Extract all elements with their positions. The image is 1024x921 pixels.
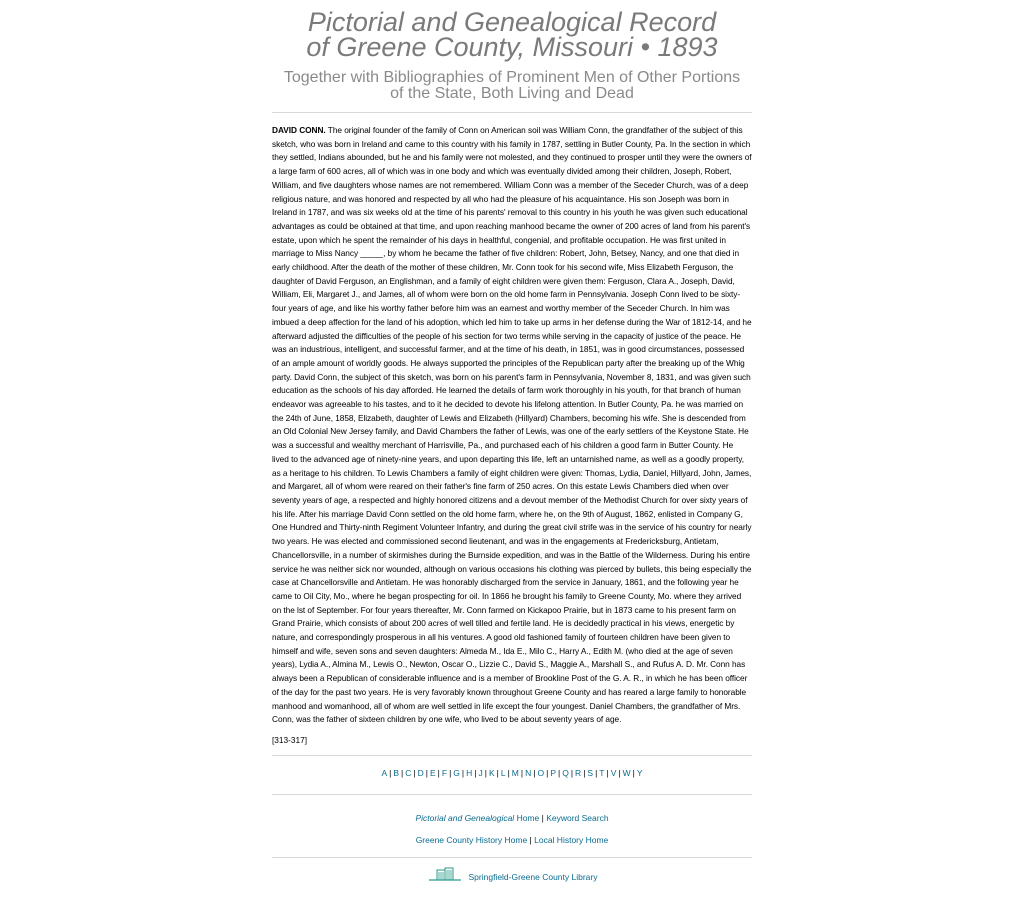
- subtitle-line-2: of the State, Both Living and Dead: [390, 85, 634, 102]
- alphabet-link-y[interactable]: Y: [636, 767, 643, 778]
- alphabet-index: [272, 768, 752, 788]
- alphabet-link-w[interactable]: W: [622, 767, 631, 778]
- divider-nav: [272, 794, 752, 795]
- divider-footer: [272, 857, 752, 858]
- alphabet-separator: |: [557, 767, 561, 778]
- subtitle-line-1: Together with Bibliographies of Prominent Men of Other Portions: [283, 69, 741, 86]
- alphabet-link-s[interactable]: S: [587, 767, 594, 778]
- alphabet-separator: |: [401, 767, 404, 778]
- alphabet-link-m[interactable]: M: [511, 767, 519, 778]
- alphabet-link-a[interactable]: A: [381, 767, 388, 778]
- nav-separator: |: [527, 834, 535, 845]
- alphabet-link-b[interactable]: B: [393, 767, 400, 778]
- pg-home-link[interactable]: [415, 813, 539, 823]
- alphabet-link-t[interactable]: T: [599, 767, 605, 778]
- nav-row-2: [272, 829, 752, 851]
- alphabet-separator: |: [546, 767, 549, 778]
- library-logo-link[interactable]: [427, 867, 463, 887]
- alphabet-separator: |: [425, 767, 428, 778]
- alphabet-separator: |: [507, 767, 510, 778]
- alphabet-separator: |: [570, 767, 574, 778]
- alphabet-separator: |: [533, 767, 536, 778]
- alphabet-link-c[interactable]: C: [405, 767, 412, 778]
- page-title: [272, 7, 752, 62]
- biography-body: The original founder of the family of Conn on American soil was William Conn, the grandfather of the subject of this sketch, who was born in Ireland and came to this country with his family in 1787, settling in Butler County, Pa. In the section in which they settled, Indians abounded, but he and his family were not molested, and they continued to prosper until they were the owners of a large farm of 600 acres, all of which was in one body and which was eventually divided among their children, Joseph, Robert, William, and five daughters whose names are not remembered. William Conn was a member of the Seceder Church, was of a deep religious nature, and was honored and respected by all who had the pleasure of his acquaintance. His son Joseph was born in Ireland in 1787, and was six weeks old at the time of his parents' removal to this country in his youth he was given such educational advantages as could be obtained at that time, and upon reaching manhood became the owner of 200 acres of land from his parent's estate, upon which he spent the remainder of his days in healthful, congenial, and profitable occupation. He was first united in marriage to Miss Nancy _____, by whom he became the father of five children: Robert, John, Betsey, Nancy, and one that died in early childhood. After the death of the mother of these children, Mr. Conn took for his second wife, Miss Elizabeth Ferguson, the daughter of David Ferguson, an Englishman, and a family of eight children were given them: Ferguson, Clara A., Joseph, David, William, Eli, Margaret J., and James, all of whom were born on the old home farm in Pennsylvania. Joseph Conn lived to be sixty-four years of age, and like his worthy father before him was an earnest and worthy member of the Seceder Church. In him was imbued a deep affection for the land of his adoption, which led him to take up arms in her defense during the War of 1812-14, and he afterward adjusted the difficulties of the people of his section for two terms while serving in the capacity of justice of the peace. He was an industrious, intelligent, and successful farmer, and at the time of his death, in 1851, was in good circumstances, possessed of an ample amount of worldly goods. He always supported the principles of the Republican party after the breaking up of the Whig party. David Conn, the subject of this sketch, was born on his parent's farm in Pennsylvania, November 8, 1831, and was given such education as the schools of his day afforded. He learned the details of farm work thoroughly in his youth, for that branch of human endeavor was agreeable to his tastes, and to it he decided to devote his lifelong attention. In Butler County, Pa. he was married on the 24th of June, 1858, Elizabeth, daughter of Lewis and Elizabeth (Hillyard) Chambers, becoming his wife. She is descended from an Old Colonial New Jersey family, and David Chambers the father of Lewis, was one of the early settlers of the Keystone State. He was a successful and wealthy merchant of Harrisville, Pa., and purchased each of his children a good farm in Butter County. He lived to the advanced age of ninety-nine years, and upon departing this life, left an untarnished name, as well as a goodly property, as a heritage to his children. To Lewis Chambers a family of eight children were given: Thomas, Lydia, Daniel, Hillyard, John, James, and Margaret, all of whom were reared on their father's fine farm of 250 acres. On this estate Lewis Chambers died when over seventy years of age, a respected and highly honored citizens and a devout member of the Methodist Church for over sixty years of his life. After his marriage David Conn settled on the old home farm, where he, on the 9th of August, 1862, enlisted in Company G, One Hundred and Thirty-ninth Regiment Volunteer Infantry, and during the great civil strife was in the service of his country for nearly two years. He was elected and commissioned second lieutenant, and was in the engagements at Fredericksburg, Antietam, Chancellorsville, in a number of skirmishes during the Burnside expedition, and was in the Battle of the Wilderness. During his entire service he was neither sick nor wounded, although on various occasions his clothing was pierced by bullets, this being especially the case at Chancellorsville and Antietam. He was honorably discharged from the service in January, 1861, and the following year he came to Oil City, Mo., where he began prospecting for oil. In 1866 he brought his family to Greene County, Mo. where they arrived on the lst of September. For four years thereafter, Mr. Conn farmed on Kickapoo Prairie, but in 1873 came to his present farm on Grand Prairie, which consists of about 200 acres of well tilled and fertile land. He is decidedly practical in his views, energetic by nature, and correspondingly prosperous in all his ventures. A good old fashioned family of fourteen children have been given to himself and wife, seven sons and seven daughters: Almeda M., Ida E., Milo C., Harry A., Edith M. (who died at the age of seven years), Lydia A., Almina M., Lewis O., Newton, Oscar O., Lizzie C., David S., Maggie A., Marshall S., and Rufus A. D. Mr. Conn has always been a Republican of considerable influence and is a member of Brookline Post of the G. A. R., in which he has been officer of the day for the past two years. He is very favorably known throughout Greene County and has reared a large family to honorable manhood and womanhood, all of whom are well settled in life except the four youngest. Daniel Chambers, the grandfather of Mrs. Conn, was the father of sixteen children by one wife, who lived to be about seventy years of age.: [272, 125, 752, 725]
- alphabet-link-l[interactable]: L: [500, 767, 506, 778]
- keyword-search-link[interactable]: Keyword Search: [546, 812, 609, 823]
- library-logo-icon: [427, 867, 463, 887]
- alphabet-separator: |: [496, 767, 499, 778]
- alphabet-link-k[interactable]: K: [488, 767, 495, 778]
- nav-separator: |: [539, 812, 547, 823]
- alphabet-link-d[interactable]: D: [417, 767, 424, 778]
- alphabet-separator: |: [449, 767, 452, 778]
- alphabet-separator: |: [389, 767, 392, 778]
- biography-name: DAVID CONN.: [272, 125, 326, 135]
- divider-top: [272, 112, 752, 113]
- biography-text: [272, 124, 752, 727]
- alphabet-link-r[interactable]: R: [575, 767, 582, 778]
- alphabet-link-g[interactable]: G: [453, 767, 460, 778]
- alphabet-link-o[interactable]: O: [537, 767, 545, 778]
- library-name-link[interactable]: Springfield-Greene County Library: [468, 871, 598, 882]
- pg-home-link-italic: Pictorial and Genealogical: [415, 812, 515, 823]
- local-history-home-link[interactable]: Local History Home: [534, 834, 609, 845]
- alphabet-link-e[interactable]: E: [429, 767, 436, 778]
- divider-alphabet: [272, 755, 752, 756]
- county-history-home-link[interactable]: Greene County History Home: [415, 834, 528, 845]
- alphabet-separator: |: [520, 767, 524, 778]
- alphabet-link-j[interactable]: J: [478, 767, 483, 778]
- page: [272, 0, 752, 887]
- alphabet-separator: |: [474, 767, 477, 778]
- nav-links: [272, 807, 752, 851]
- alphabet-separator: |: [413, 767, 416, 778]
- footer: [272, 867, 752, 887]
- alphabet-separator: |: [461, 767, 465, 778]
- page-reference: [313-317]: [272, 734, 308, 745]
- alphabet-link-h[interactable]: H: [466, 767, 473, 778]
- alphabet-link-f[interactable]: F: [441, 767, 448, 778]
- alphabet-link-q[interactable]: Q: [562, 767, 569, 778]
- alphabet-separator: |: [606, 767, 609, 778]
- title-line-1: Pictorial and Genealogical Record: [307, 7, 717, 37]
- alphabet-separator: |: [484, 767, 487, 778]
- pg-home-link-rest: Home: [514, 812, 540, 823]
- page-subtitle: [272, 70, 752, 102]
- alphabet-link-n[interactable]: N: [525, 767, 532, 778]
- alphabet-separator: |: [618, 767, 621, 778]
- title-line-2: of Greene County, Missouri • 1893: [306, 32, 718, 62]
- alphabet-link-p[interactable]: P: [550, 767, 556, 778]
- nav-row-1: [272, 807, 752, 829]
- alphabet-separator: |: [595, 767, 598, 778]
- alphabet-separator: |: [632, 767, 635, 778]
- alphabet-separator: |: [583, 767, 586, 778]
- alphabet-separator: |: [437, 767, 440, 778]
- alphabet-link-v[interactable]: V: [610, 767, 617, 778]
